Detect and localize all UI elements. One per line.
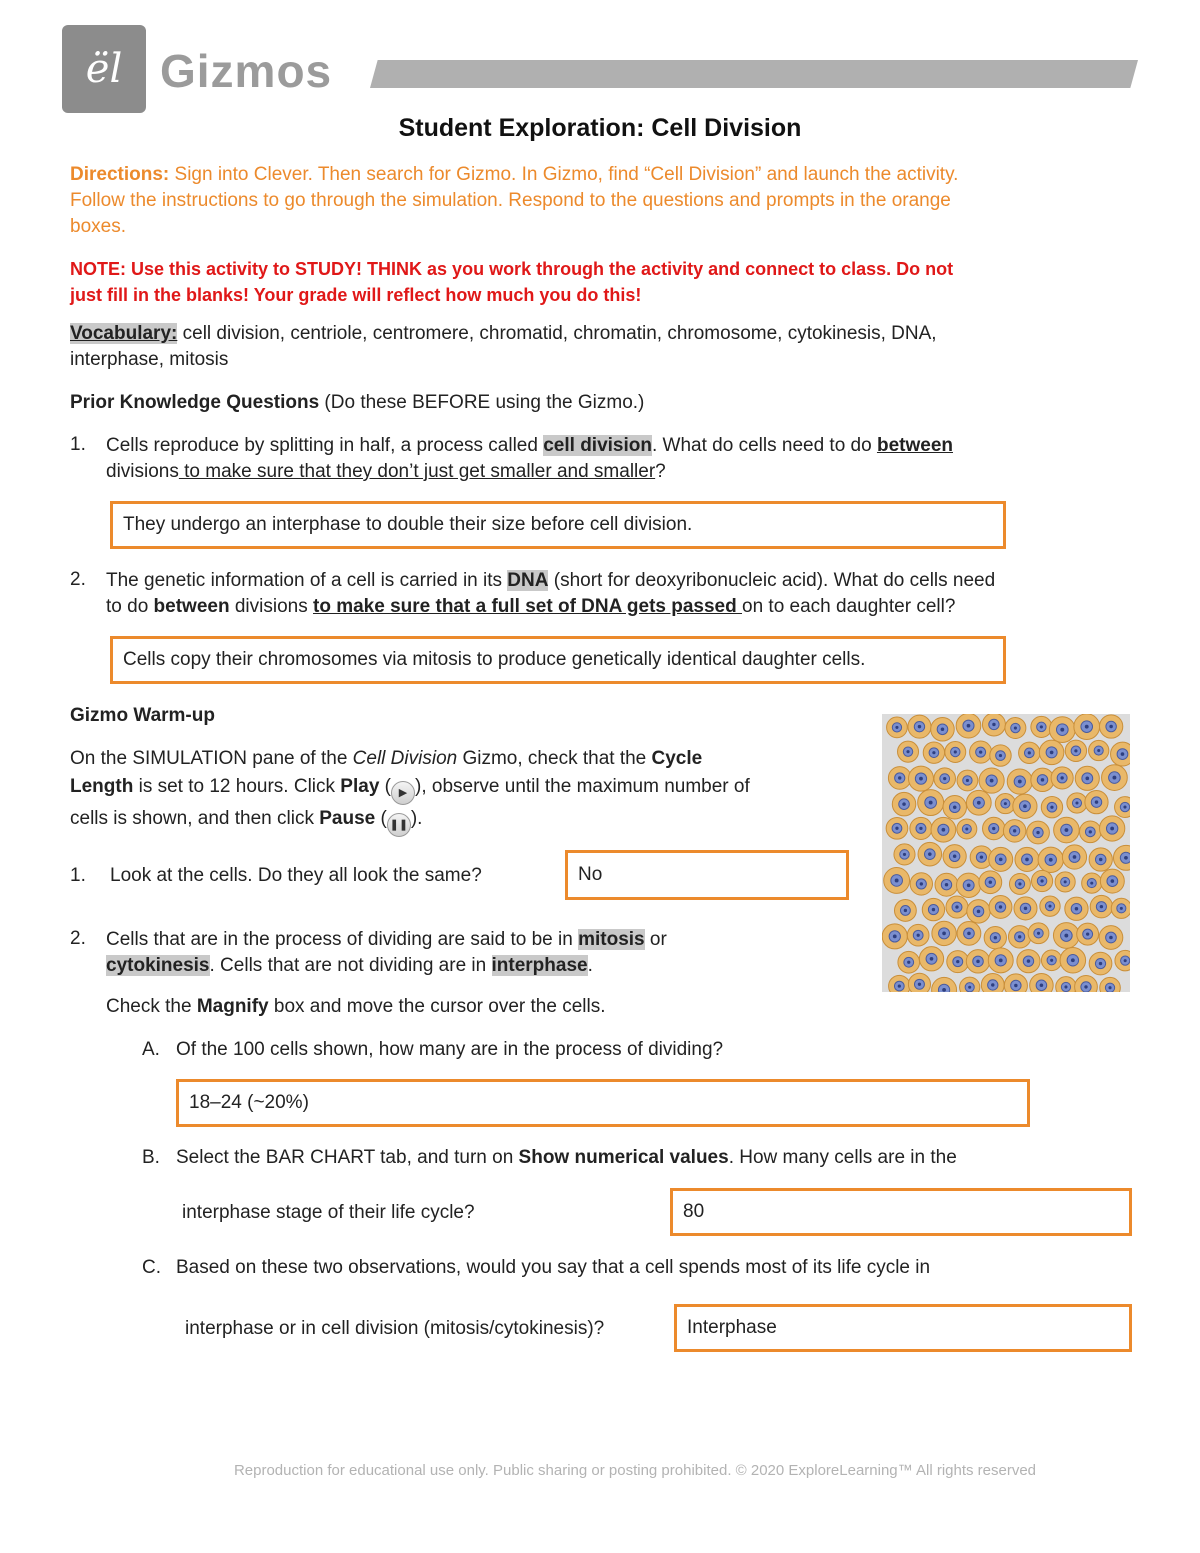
cell [967,900,990,923]
term-dna: DNA [507,570,549,591]
intro-f: cells is shown, and then click [70,808,320,829]
note [70,256,1160,308]
cell [984,927,1006,949]
cell [943,845,966,868]
sub-b-b: . How many cells are in the [728,1147,957,1168]
cell [1027,821,1050,844]
cell [1075,766,1099,790]
sub-b-show: Show numerical values [518,1147,729,1168]
cell [1089,952,1112,975]
cell [1038,847,1063,872]
q2-a: Cells that are in the process of dividing are said to be in [106,929,579,950]
cell [1079,821,1101,843]
cell [892,792,916,816]
cell [1065,740,1086,761]
cell [1099,715,1122,738]
cell [894,900,916,922]
cell [945,742,966,763]
cell [908,715,931,738]
cell [1077,923,1099,945]
prior-q2-b: (short for deoxyribonucleic acid). What do cells need [548,570,996,591]
sub-b-text [176,1147,957,1169]
cell [1040,896,1060,916]
cell [894,844,915,865]
cell [910,873,932,895]
warmup-q1-answer: No [578,864,603,885]
prior-q2-c: to do [106,596,154,617]
cell [1015,847,1039,871]
sub-b-a: Select the BAR CHART tab, and turn on [176,1147,519,1168]
cell [919,947,943,971]
prior-q1-d: to make sure that they don’t just get smaller and smaller [178,461,656,482]
cell [982,714,1005,736]
prior-q2-number: 2. [70,569,86,590]
cell [1051,767,1073,789]
q2-b: or [644,929,667,950]
cells-image [882,714,1130,992]
prior-q2-d: divisions [229,596,313,617]
cell [995,794,1015,814]
cell [931,718,955,742]
cell [1111,898,1130,918]
intro-pause: Pause [319,808,376,829]
cell [1089,740,1109,760]
cell [923,742,944,763]
intro-a: On the SIMULATION pane of the [70,748,353,769]
cell [1041,797,1062,818]
intro-play: Play [340,776,380,797]
cell [947,951,969,973]
intro-d: ( [379,776,391,797]
intro-c: is set to 12 hours. Click [133,776,341,797]
note-line2: just fill in the blanks! Your grade will reflect how much you do this! [70,285,642,305]
directions-label: Directions: [70,164,170,185]
prior-q1-a: Cells reproduce by splitting in half, a process called [106,435,544,456]
cell [1099,926,1123,950]
cell [1074,714,1100,740]
cell [1007,769,1032,794]
cell [1008,926,1030,948]
cell [1031,768,1054,791]
cell [1100,977,1121,992]
cell [1065,897,1088,920]
cell [943,795,967,819]
cell [1090,895,1112,917]
intro-g: ( [375,808,387,829]
cell [1039,740,1064,765]
cell [983,817,1005,839]
cell [960,977,980,992]
sub-c-label: C. [142,1257,161,1278]
vocabulary [70,321,1160,373]
play-icon: ▶ [391,781,415,805]
cell [1003,820,1025,842]
warmup-q2-number: 2. [70,928,86,949]
cell [922,898,944,920]
footer: Reproduction for educational use only. Public sharing or posting prohibited. © 2020 ExploreLearning™ All rights reserved [233,1462,1037,1479]
prior-q1-between: between [876,435,953,456]
warmup-q1-answer-box[interactable] [565,850,849,900]
intro-e: ), observe until the maximum number of [415,776,750,797]
sub-c-answer: Interphase [687,1317,777,1338]
intro-gizmo-name: Cell Division [352,748,458,769]
cell [1100,816,1125,841]
sub-b-answer-box[interactable] [670,1188,1132,1236]
vocabulary-line1: cell division, centriole, centromere, chromatid, chromatin, chromosome, cytokinesis, DNA, [177,323,937,344]
prior-q1-answer-box[interactable] [110,501,1006,549]
cell [1062,845,1086,869]
cell [1054,817,1080,843]
cell [989,896,1012,919]
cell [887,717,908,738]
sub-a-answer: 18–24 (~20%) [189,1092,309,1113]
warmup-q1-number: 1. [70,865,86,886]
cells-illustration [882,714,1130,992]
cell [1014,897,1037,920]
intro-b: Gizmo, check that the [457,748,652,769]
header-bar [370,60,1138,88]
cell [1102,765,1128,791]
cell [889,975,910,992]
warmup-intro [70,745,860,837]
cell [1067,793,1087,813]
cell [957,770,978,791]
logo-glyph: ël [85,46,123,92]
cell [1115,797,1130,818]
prior-q1-e: ? [655,461,666,482]
cell [979,871,1002,894]
cell [1004,974,1027,992]
prior-q1-answer: They undergo an interphase to double their size before cell division. [123,514,693,535]
cell [884,868,910,894]
cell [1115,950,1130,971]
cell [957,921,981,945]
warmup-q2-text [106,927,866,979]
cell [956,873,980,897]
cell [907,924,929,946]
cell [934,768,956,790]
cell [1060,947,1086,973]
prior-q2-text [106,568,1166,620]
magnify-instruction [106,996,606,1018]
directions-line1: Sign into Clever. Then search for Gizmo. In Gizmo, find “Cell Division” and launch the activity. [169,164,959,185]
magnify-a: Check the [106,996,197,1017]
cell [935,873,958,896]
q2-c: . Cells that are not dividing are in [209,955,492,976]
intro-cycle: Cycle [651,748,703,769]
term-interphase: interphase [491,955,588,976]
magnify-b: box and move the cursor over the cells. [268,996,606,1017]
cell [1019,742,1040,763]
cell [1049,717,1075,743]
cell [908,766,933,791]
cell [932,977,957,992]
directions-line3: boxes. [70,216,126,237]
cell [1089,848,1112,871]
cell [957,819,977,839]
q2-d: . [587,955,593,976]
cell [1009,873,1030,894]
cell [1056,977,1077,992]
intro-length: Length [70,776,134,797]
cell [1041,950,1062,971]
cell [918,790,944,816]
pause-icon: ❚❚ [387,813,411,837]
cell [908,973,930,992]
brand-name: Gizmos [160,45,333,97]
cell [898,951,920,973]
cell [1005,718,1026,739]
sub-a-text: Of the 100 cells shown, how many are in the process of dividing? [176,1039,724,1060]
cell [946,896,968,918]
warmup-heading: Gizmo Warm-up [70,705,215,726]
vocabulary-line2: interphase, mitosis [70,349,229,370]
prior-q1-text [106,433,1166,485]
cell [1028,923,1049,944]
sub-b-label: B. [142,1147,160,1168]
cell [882,924,907,949]
brand-logo [62,25,146,113]
cell [981,973,1004,992]
cell [1017,950,1040,973]
term-cytokinesis: cytokinesis [106,955,210,976]
prior-q2-f: on to each daughter cell? [742,596,956,617]
cell [918,842,942,866]
cell [966,790,991,815]
prior-q1-b: . What do cells need to do [652,435,877,456]
cell [1030,974,1054,992]
cell [932,921,956,945]
cell [898,741,919,762]
cell [1075,976,1098,992]
term-cell-division: cell division [543,435,652,456]
page-title: Student Exploration: Cell Division [398,114,802,142]
sub-c-line2: interphase or in cell division (mitosis/cytokinesis)? [185,1318,605,1339]
vocabulary-label: Vocabulary: [70,323,178,344]
cell [1053,923,1079,949]
cell [1013,794,1037,818]
cell [886,817,908,839]
cell [956,714,981,738]
cell [989,847,1013,871]
cell [988,948,1013,973]
cell [1031,716,1052,737]
term-mitosis: mitosis [578,929,645,950]
sub-c-answer-box[interactable] [674,1304,1132,1352]
intro-h: ). [410,808,423,829]
magnify-word: Magnify [196,996,269,1017]
cell [979,768,1004,793]
prior-q2-answer: Cells copy their chromosomes via mitosis to produce genetically identical daughter cells. [123,649,866,670]
cell [1055,872,1075,892]
cell [931,817,956,842]
sub-b-line2: interphase stage of their life cycle? [182,1202,475,1223]
cell [990,745,1011,766]
prior-knowledge-heading [70,392,644,414]
prior-q2-between: between [153,596,230,617]
cell [888,767,911,790]
sub-a-answer-box[interactable] [176,1079,1030,1127]
cell [966,950,989,973]
prior-q1-number: 1. [70,434,86,455]
cell [970,741,992,763]
cell [1100,869,1124,893]
cell [1082,873,1102,893]
prior-heading-note: (Do these BEFORE using the Gizmo.) [319,392,645,413]
prior-q2-e: to make sure that a full set of DNA gets passed [313,596,743,617]
cell [1031,870,1052,891]
prior-q2-a: The genetic information of a cell is carried in its [106,570,508,591]
cell [1085,791,1108,814]
cell [1113,845,1130,870]
prior-q2-answer-box[interactable] [110,636,1006,684]
sub-a-label: A. [142,1039,160,1060]
sub-b-answer: 80 [683,1201,705,1222]
directions-line2: Follow the instructions to go through the simulation. Respond to the questions and prompts in the orange [70,190,951,211]
sub-c-line1: Based on these two observations, would you say that a cell spends most of its life cycle in [176,1257,931,1278]
directions [70,162,1150,240]
cell [910,817,932,839]
prior-q1-c: divisions [106,461,179,482]
cell [1111,742,1130,766]
warmup-q1-text: Look at the cells. Do they all look the same? [110,865,482,886]
note-line1: NOTE: Use this activity to STUDY! THINK as you work through the activity and connect to class. Do not [70,259,954,279]
prior-heading-text: Prior Knowledge Questions [70,392,320,413]
